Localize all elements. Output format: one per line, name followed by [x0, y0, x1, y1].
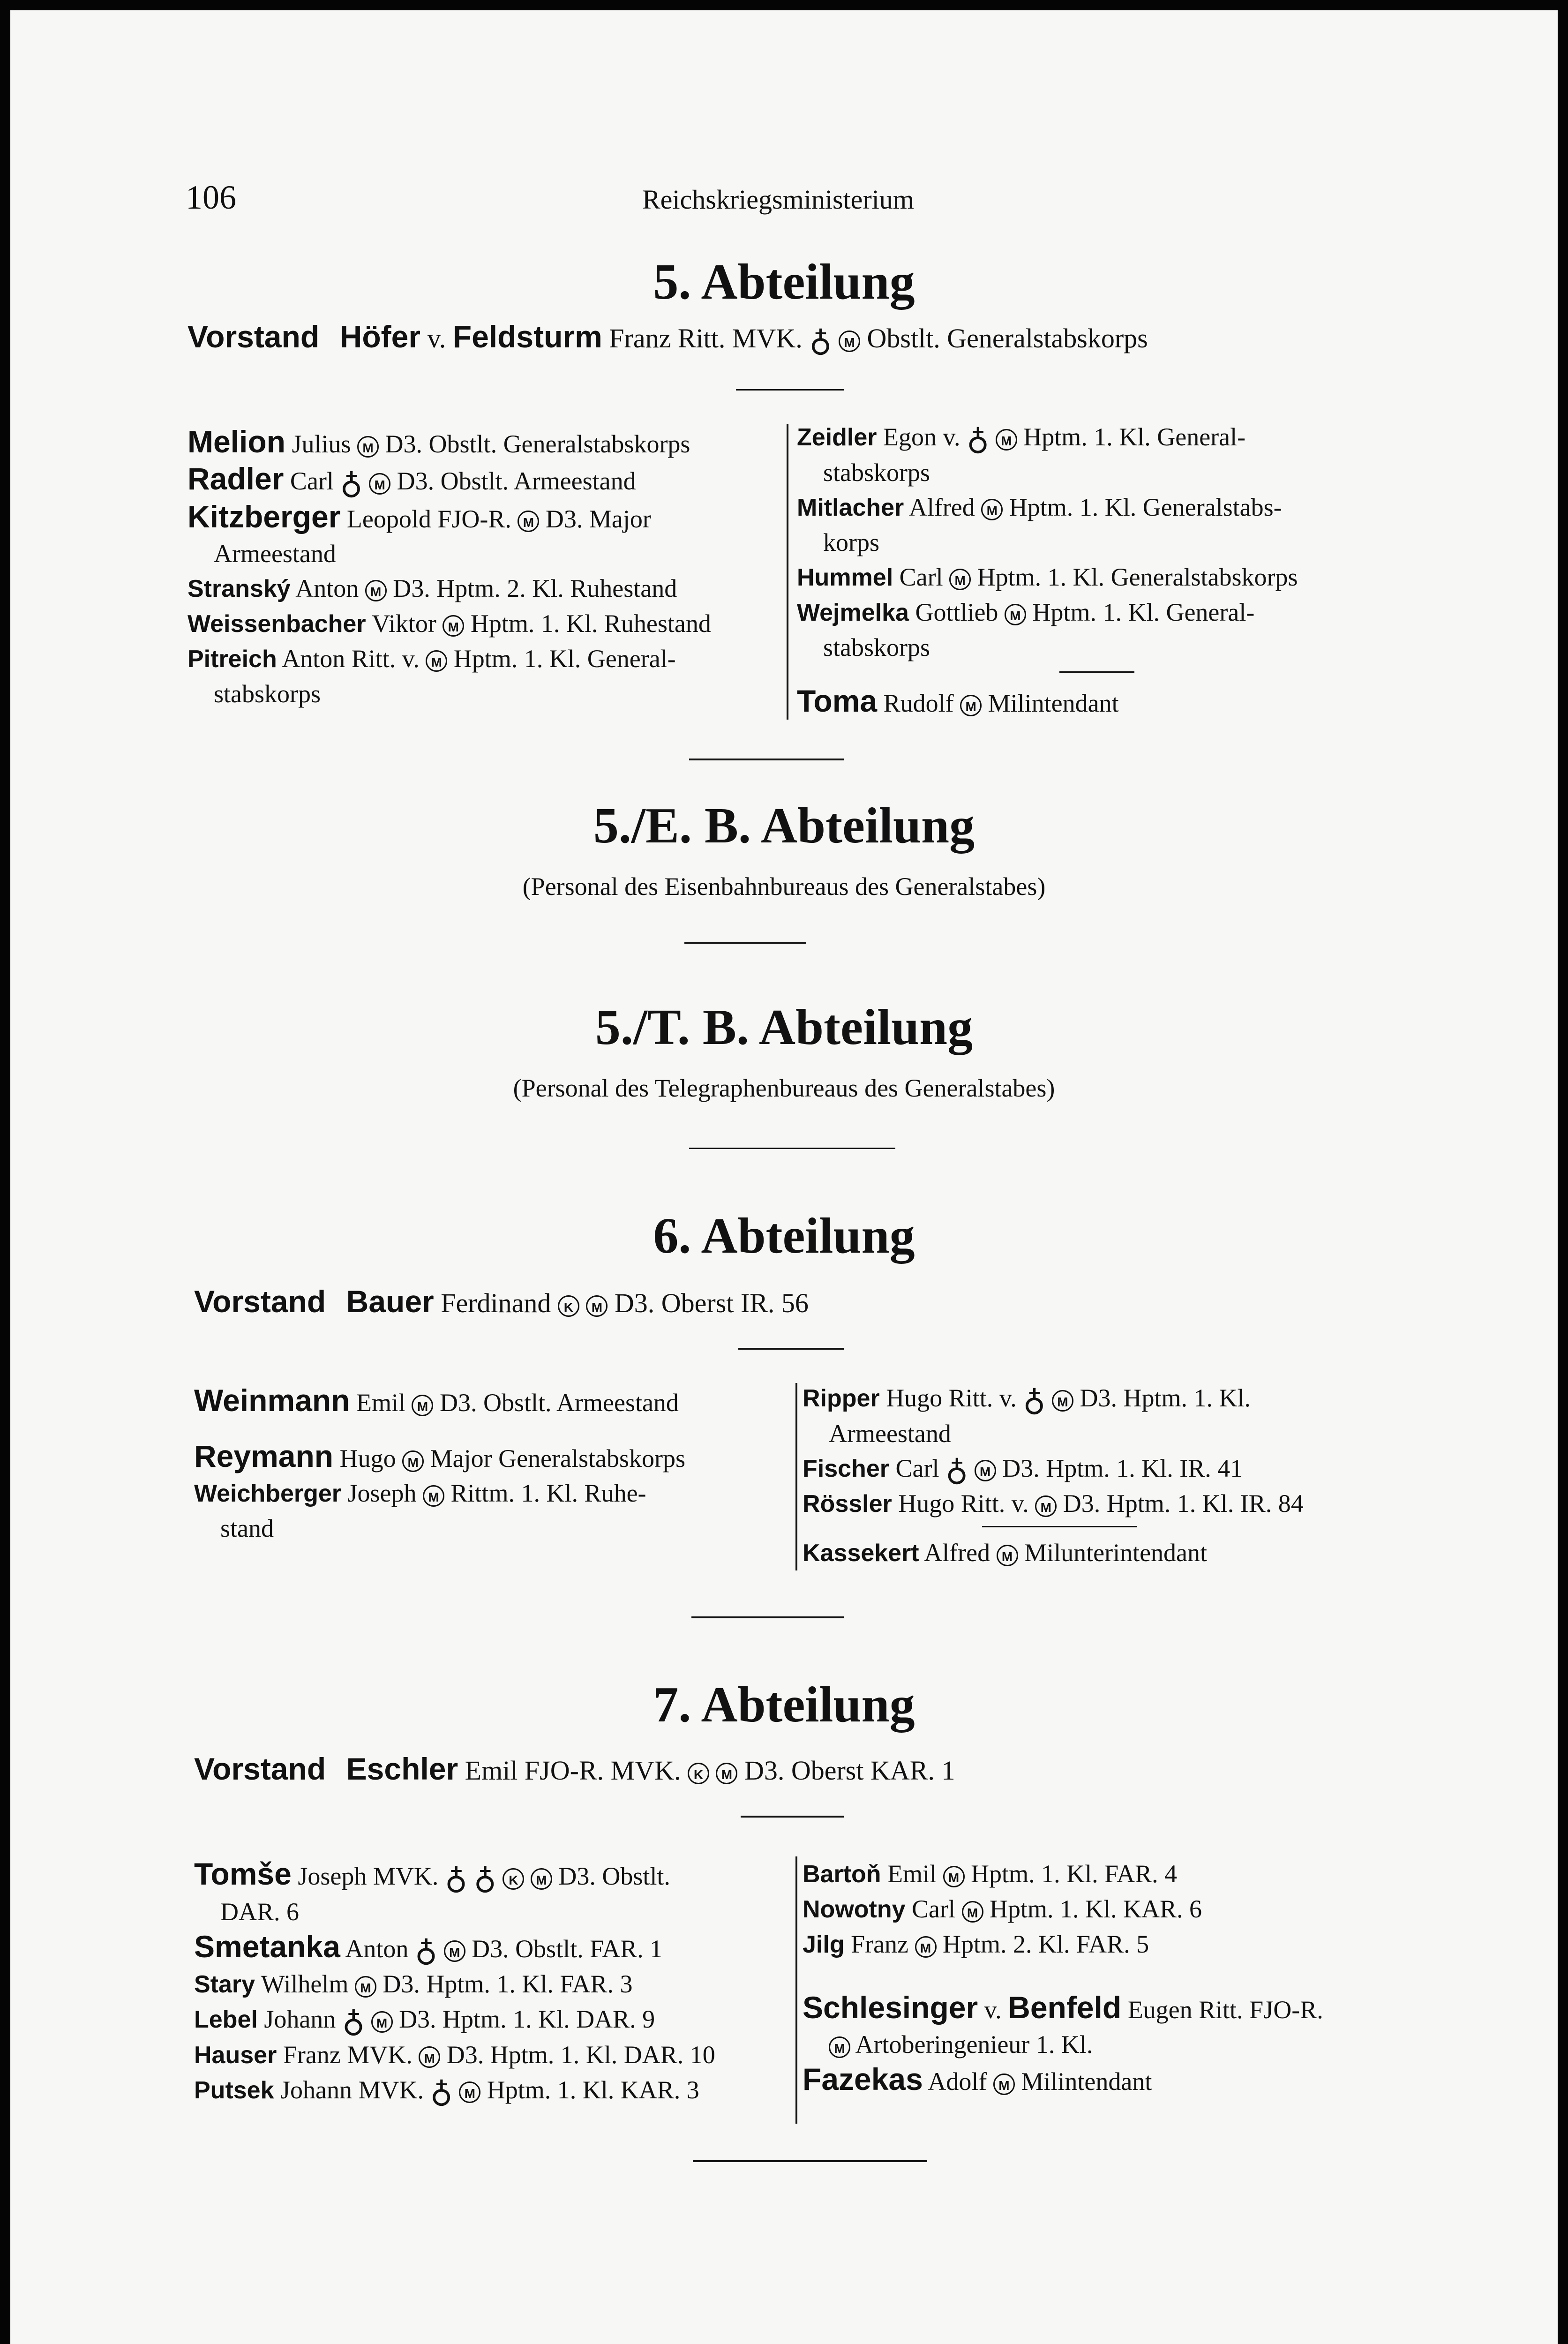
- section-title-6: 6. Abteilung: [653, 1208, 915, 1264]
- scan-border-top: [0, 0, 1568, 10]
- entry: Smetanka Anton ♁ M D3. Obstlt. FAR. 1: [194, 1929, 663, 1968]
- entry: Schlesinger v. Benfeld Eugen Ritt. FJO-R.: [803, 1990, 1323, 2025]
- m-circle-icon: M: [993, 2074, 1015, 2095]
- entry: Hauser Franz MVK. M D3. Hptm. 1. Kl. DAR. 10: [194, 2040, 715, 2069]
- entry: Putsek Johann MVK. ♁ M Hptm. 1. Kl. KAR. 3: [194, 2075, 699, 2110]
- page-number: 106: [186, 179, 236, 216]
- section-title-7: 7. Abteilung: [653, 1677, 915, 1733]
- m-circle-icon: M: [444, 1940, 465, 1962]
- section-title-5tb: 5./T. B. Abteilung: [595, 999, 973, 1055]
- m-circle-icon: M: [829, 2036, 850, 2058]
- column-divider: [787, 424, 788, 720]
- cross-icon: ♁: [414, 1934, 438, 1968]
- scan-border-right: [1558, 0, 1568, 2344]
- vorstand-line-6: Vorstand Bauer Ferdinand K M D3. Oberst IR. 56: [194, 1284, 809, 1319]
- vorstand-name: Höfer: [339, 319, 421, 354]
- column-left-7: Tomše Joseph MVK. ♁ ♁ K M D3. Obstlt. DAR. 6 Smetanka Anton ♁ M D3. Obstlt. FAR. 1 Stary Wilhelm M D3. Hptm. 1. Kl. FAR. 3 Lebel Johann ♁ M D3. Hptm. 1. Kl. DAR. 9 Hauser Franz MVK. M D3. Hptm. 1. Kl. DAR. 10 Putsek Johann MVK. ♁ M Hptm. 1. Kl. KAR. 3: [194, 1856, 789, 2108]
- entry: Wejmelka Gottlieb M Hptm. 1. Kl. General-: [797, 598, 1255, 626]
- column-right-7: Bartoň Emil M Hptm. 1. Kl. FAR. 4 Nowotny Carl M Hptm. 1. Kl. KAR. 6 Jilg Franz M Hptm. 2. Kl. FAR. 5 Schlesinger v. Benfeld Eugen Ritt. FJO-R. M Artoberingenieur 1. Kl. Fazekas Adolf M Milintendant: [803, 1856, 1407, 2099]
- vorstand-label: Vorstand: [188, 319, 320, 354]
- m-circle-icon: M: [402, 1450, 424, 1472]
- vorstand-line-5: Vorstand Höfer v. Feldsturm Franz Ritt. MVK. ♁ M Obstlt. Generalstabskorps: [188, 319, 1148, 358]
- entry: Lebel Johann ♁ M D3. Hptm. 1. Kl. DAR. 9: [194, 2004, 655, 2039]
- entry: Stary Wilhelm M D3. Hptm. 1. Kl. FAR. 3: [194, 1970, 633, 1998]
- m-circle-icon: M: [355, 1976, 376, 1998]
- vorstand-name: Eschler: [346, 1751, 458, 1786]
- section-rule: [689, 759, 844, 760]
- m-circle-icon: M: [369, 473, 390, 495]
- m-circle-icon: M: [975, 1460, 996, 1481]
- entry: Stranský Anton M D3. Hptm. 2. Kl. Ruhestand: [188, 574, 677, 602]
- m-circle-icon: M: [419, 2046, 440, 2068]
- m-circle-icon: M: [443, 615, 464, 637]
- column-left-5: Melion Julius M D3. Obstlt. Generalstabskorps Radler Carl ♁ M D3. Obstlt. Armeestand Kitzberger Leopold FJO-R. M D3. Major Armeestand Stranský Anton M D3. Hptm. 2. Kl. Ruhestand Weissenbacher Viktor M Hptm. 1. Kl. Ruhestand Pitreich Anton Ritt. v. M Hptm. 1. Kl. General- stabskorps: [188, 424, 783, 711]
- m-circle-icon: M: [996, 429, 1017, 451]
- section-title-5: 5. Abteilung: [653, 254, 915, 310]
- m-circle-icon: M: [1035, 1495, 1057, 1517]
- divider: [738, 1348, 844, 1350]
- entry: Weichberger Joseph M Rittm. 1. Kl. Ruhe-: [194, 1479, 646, 1507]
- m-circle-icon: M: [981, 499, 1003, 520]
- m-circle-icon: M: [1052, 1390, 1073, 1412]
- vorstand-label: Vorstand: [194, 1751, 326, 1786]
- entry: Mitlacher Alfred M Hptm. 1. Kl. Generalstabs-: [797, 493, 1282, 521]
- section-rule: [693, 2160, 927, 2162]
- entry: Radler Carl ♁ M D3. Obstlt. Armeestand: [188, 461, 636, 501]
- k-circle-icon: K: [688, 1763, 709, 1784]
- m-circle-icon: M: [412, 1395, 433, 1416]
- vorstand-line-7: Vorstand Eschler Emil FJO-R. MVK. K M D3. Oberst KAR. 1: [194, 1751, 955, 1786]
- m-circle-icon: M: [426, 650, 447, 672]
- cross-icon: ♁: [430, 2075, 453, 2110]
- m-circle-icon: M: [371, 2011, 393, 2033]
- cross-icon: ♁: [1023, 1383, 1046, 1418]
- m-circle-icon: M: [943, 1866, 965, 1887]
- entry: Ripper Hugo Ritt. v. ♁ M D3. Hptm. 1. Kl.: [803, 1383, 1251, 1418]
- k-circle-icon: K: [503, 1868, 524, 1890]
- cross-icon: ♁: [340, 466, 363, 501]
- m-circle-icon: M: [1005, 604, 1026, 625]
- column-divider: [795, 1383, 797, 1570]
- entry: Reymann Hugo M Major Generalstabskorps: [194, 1439, 685, 1473]
- entry: Jilg Franz M Hptm. 2. Kl. FAR. 5: [803, 1930, 1149, 1958]
- entry: Melion Julius M D3. Obstlt. Generalstabskorps: [188, 424, 690, 459]
- entry: Fazekas Adolf M Milintendant: [803, 2062, 1152, 2096]
- entry: Zeidler Egon v. ♁ M Hptm. 1. Kl. General-: [797, 422, 1246, 457]
- entry: Hummel Carl M Hptm. 1. Kl. Generalstabskorps: [797, 563, 1298, 591]
- column-right-5: Zeidler Egon v. ♁ M Hptm. 1. Kl. General- stabskorps Mitlacher Alfred M Hptm. 1. Kl. Generalstabs- korps Hummel Carl M Hptm. 1. Kl. Generalstabskorps Wejmelka Gottlieb M Hptm. 1. Kl. General- stabskorps Toma Rudolf M Milintendant: [797, 420, 1402, 721]
- m-circle-icon: M: [531, 1868, 552, 1890]
- m-circle-icon: M: [518, 511, 539, 532]
- section-subtitle: (Personal des Eisenbahnbureaus des Generalstabes): [522, 872, 1046, 901]
- vorstand-name: Bauer: [346, 1284, 434, 1319]
- m-circle-icon: M: [357, 436, 379, 458]
- m-circle-icon: M: [423, 1485, 444, 1507]
- entry: Nowotny Carl M Hptm. 1. Kl. KAR. 6: [803, 1895, 1202, 1923]
- cross-icon: ♁: [966, 422, 990, 457]
- cross-icon: ♁: [473, 1861, 496, 1896]
- section-subtitle: (Personal des Telegraphenbureaus des Generalstabes): [513, 1074, 1055, 1102]
- m-circle-icon: M: [949, 569, 971, 590]
- scan-border-left: [0, 0, 10, 2344]
- cross-icon: ♁: [809, 323, 832, 358]
- m-circle-icon: M: [365, 580, 387, 601]
- m-circle-icon: M: [839, 331, 860, 352]
- divider: [684, 942, 806, 944]
- running-header: Reichskriegsministerium: [642, 184, 914, 215]
- cross-icon: ♁: [444, 1861, 468, 1896]
- m-circle-icon: M: [586, 1295, 608, 1317]
- section-rule: [691, 1616, 844, 1618]
- m-circle-icon: M: [997, 1545, 1018, 1566]
- divider: [1059, 671, 1134, 673]
- m-circle-icon: M: [960, 695, 982, 716]
- column-left-6: Weinmann Emil M D3. Obstlt. Armeestand Reymann Hugo M Major Generalstabskorps Weichberger Joseph M Rittm. 1. Kl. Ruhe- stand: [194, 1383, 789, 1546]
- entry: Weissenbacher Viktor M Hptm. 1. Kl. Ruhestand: [188, 609, 711, 638]
- column-divider: [795, 1856, 797, 2124]
- entry: Bartoň Emil M Hptm. 1. Kl. FAR. 4: [803, 1860, 1178, 1888]
- m-circle-icon: M: [459, 2081, 480, 2103]
- divider: [741, 1816, 844, 1818]
- cross-icon: ♁: [342, 2004, 365, 2039]
- entry: Toma Rudolf M Milintendant: [797, 683, 1119, 718]
- entry: Kassekert Alfred M Milunterintendant: [803, 1539, 1208, 1567]
- entry: Weinmann Emil M D3. Obstlt. Armeestand: [194, 1383, 679, 1418]
- entry: Tomše Joseph MVK. ♁ ♁ K M D3. Obstlt.: [194, 1856, 670, 1896]
- entry: Pitreich Anton Ritt. v. M Hptm. 1. Kl. General-: [188, 644, 676, 673]
- m-circle-icon: M: [962, 1901, 983, 1923]
- m-circle-icon: M: [915, 1936, 937, 1958]
- m-circle-icon: M: [716, 1763, 737, 1784]
- vorstand-label: Vorstand: [194, 1284, 326, 1319]
- section-title-5eb: 5./E. B. Abteilung: [593, 798, 975, 854]
- divider: [689, 1148, 895, 1149]
- entry: Fischer Carl ♁ M D3. Hptm. 1. Kl. IR. 41: [803, 1453, 1243, 1488]
- k-circle-icon: K: [558, 1295, 579, 1317]
- entry: Kitzberger Leopold FJO-R. M D3. Major: [188, 499, 651, 534]
- entry: Rössler Hugo Ritt. v. M D3. Hptm. 1. Kl. IR. 84: [803, 1489, 1304, 1518]
- column-right-6: Ripper Hugo Ritt. v. ♁ M D3. Hptm. 1. Kl. Armeestand Fischer Carl ♁ M D3. Hptm. 1. Kl. IR. 41 Rössler Hugo Ritt. v. M D3. Hptm. 1. Kl. IR. 84 Kassekert Alfred M Milunterintendant: [803, 1381, 1403, 1570]
- cross-icon: ♁: [945, 1453, 968, 1488]
- divider: [982, 1526, 1137, 1527]
- divider: [736, 389, 844, 391]
